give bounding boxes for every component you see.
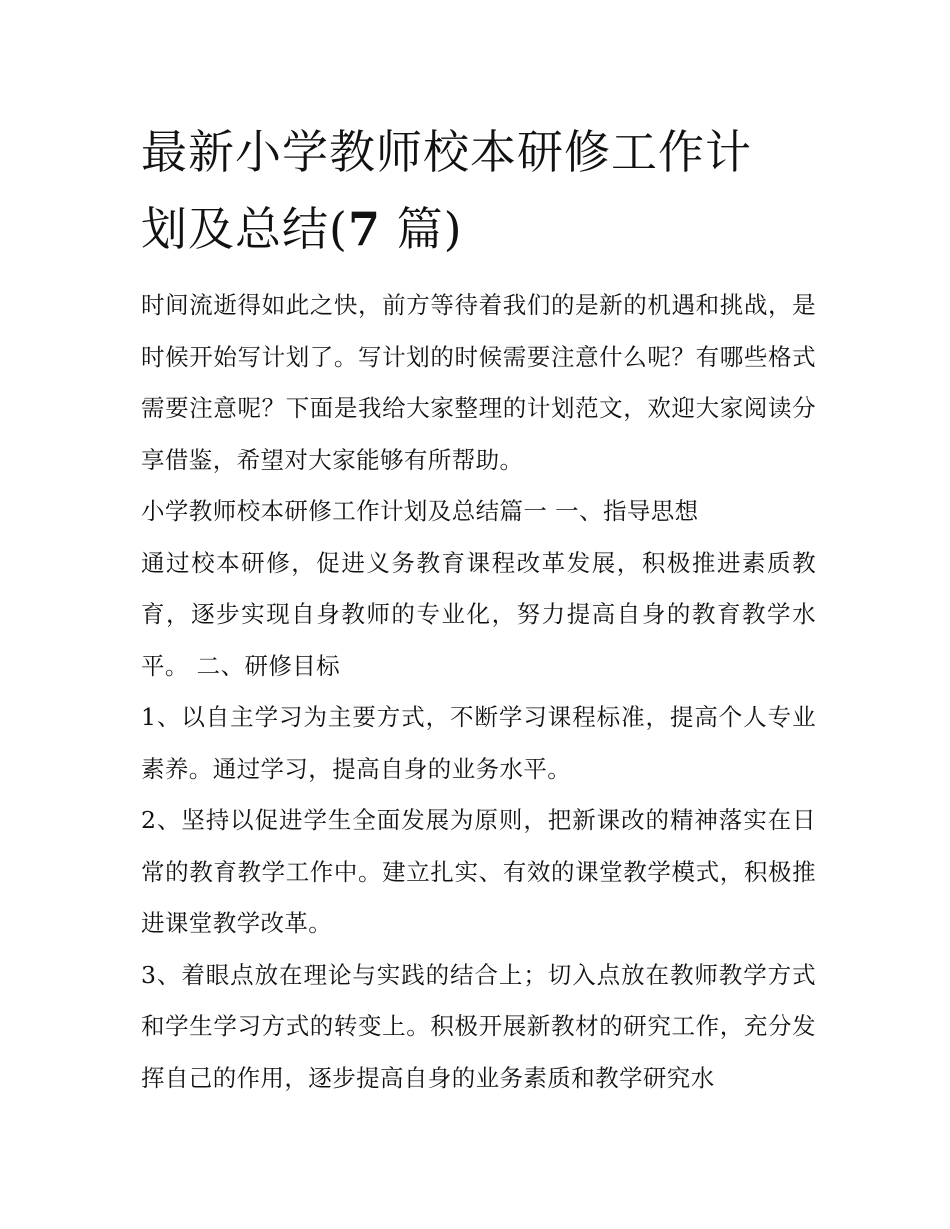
goal-item-2: 2、坚持以促进学生全面发展为原则，把新课改的精神落实在日常的教育教学工作中。建立扎实、有效的课堂教学模式，积极推进课堂教学改革。: [141, 806, 816, 937]
title-line-1: 最新小学教师校本研修工作计: [141, 125, 752, 179]
document-title: [141, 114, 801, 268]
intro-paragraph: 时间流逝得如此之快，前方等待着我们的是新的机遇和挑战，是时候开始写计划了。写计划的时候需要注意什么呢？有哪些格式需要注意呢？下面是我给大家整理的计划范文，欢迎大家阅读分享借鉴，希望对大家能够有所帮助。: [141, 291, 816, 474]
title-line-2-prefix: 划及总结(: [141, 202, 348, 256]
document-body: [141, 114, 816, 1104]
goal-item-3: 3、着眼点放在理论与实践的结合上；切入点放在教师教学方式和学生学习方式的转变上。积极开展新教材的研究工作，充分发挥自己的作用，逐步提高自身的业务素质和教学研究水: [141, 960, 816, 1092]
title-line-2-number: 7: [347, 202, 381, 256]
goal-item-1: 1、以自主学习为主要方式，不断学习课程标准，提高个人专业素养。通过学习，提高自身的业务水平。: [141, 703, 816, 783]
section-heading-paragraph: 小学教师校本研修工作计划及总结篇一 一、指导思想: [141, 497, 699, 525]
title-line-2-suffix: 篇): [380, 202, 463, 256]
guiding-ideology-paragraph: 通过校本研修，促进义务教育课程改革发展，积极推进素质教育，逐步实现自身教师的专业化，努力提高自身的教育教学水平。 二、研修目标: [141, 548, 816, 680]
